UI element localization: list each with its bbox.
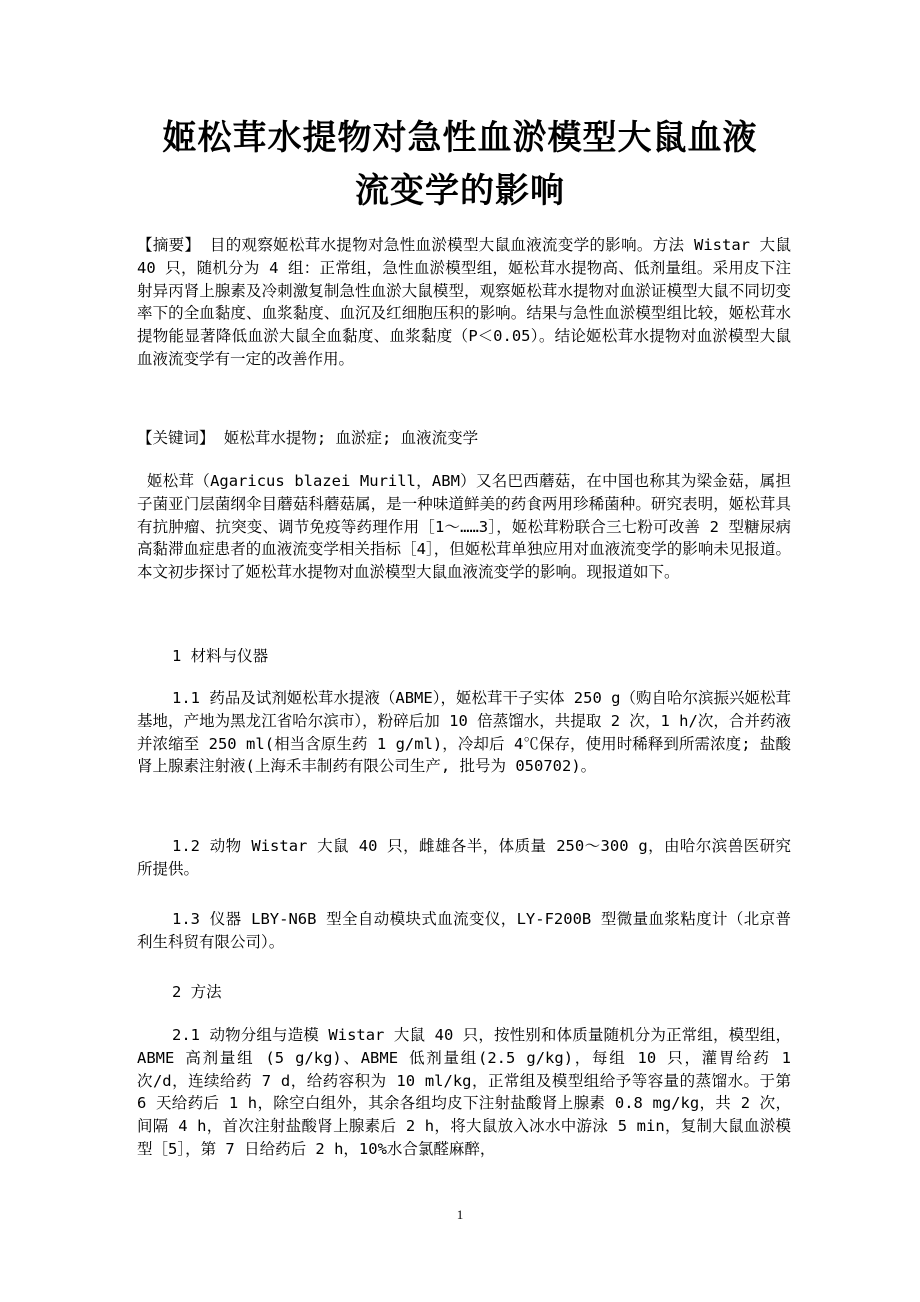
section-heading-methods: 2 方法 [172,983,222,1001]
keywords-text: 姬松茸水提物; 血淤症; 血液流变学 [214,429,479,447]
keywords-label: 【关键词】 [137,429,215,447]
title-line-2: 流变学的影响 [355,171,565,211]
paragraph-grouping-modeling: 2.1 动物分组与造模 Wistar 大鼠 40 只，按性别和体质量随机分为正常组，模型组，ABME 高剂量组 (5 g/kg)、ABME 低剂量组(2.5 g/kg)，每组 10 只，灌胃给药 1 次/d，连续给药 7 d，给药容积为 10 ml/kg，正常组及模型组给予等容量的蒸馏水。于第 6 天给药后 1 h，除空白组外，其余各组均皮下注射盐酸肾上腺素 0.8 mg/kg，共 2 次，间隔 4 h，首次注射盐酸肾上腺素后 2 h，将大鼠放入冰水中游泳 5 min，复制大鼠血淤模型［5］，第 7 日给药后 2 h，10%水合氯醛麻醉， [137,1026,791,1158]
abstract-label: 【摘要】 [137,236,201,254]
page-number: 1 [456,1207,464,1222]
intro-paragraph: 姬松茸（Agaricus blazei Murill，ABM）又名巴西蘑菇，在中国也称其为梁金菇，属担子菌亚门层菌纲伞目蘑菇科蘑菇属，是一种味道鲜美的药食两用珍稀菌种。研究表明，姬松茸具有抗肿瘤、抗突变、调节免疫等药理作用［1～……3］，姬松茸粉联合三七粉可改善 2 型糖尿病高黏滞血症患者的血液流变学相关指标［4］，但姬松茸单独应用对血液流变学的影响未见报道。本文初步探讨了姬松茸水提物对血淤模型大鼠血液流变学的影响。现报道如下。 [137,472,791,582]
section-heading-materials: 1 材料与仪器 [172,647,269,665]
paragraph-animals: 1.2 动物 Wistar 大鼠 40 只，雌雄各半，体质量 250～300 g，由哈尔滨兽医研究所提供。 [137,837,791,878]
paper-title [120,112,800,218]
paragraph-drugs-reagents: 1.1 药品及试剂姬松茸水提液（ABME），姬松茸干子实体 250 g（购自哈尔滨振兴姬松茸基地，产地为黑龙江省哈尔滨市），粉碎后加 10 倍蒸馏水，共提取 2 次，1 h/次，合并药液并浓缩至 250 ml(相当含原生药 1 g/ml)，冷却后 4℃保存，使用时稀释到所需浓度; 盐酸肾上腺素注射液(上海禾丰制药有限公司生产, 批号为 050702)。 [137,689,791,776]
paragraph-instruments: 1.3 仪器 LBY-N6B 型全自动模块式血流变仪，LY-F200B 型微量血浆粘度计（北京普利生科贸有限公司）。 [137,910,791,951]
abstract-text: 目的观察姬松茸水提物对急性血淤模型大鼠血液流变学的影响。方法 Wistar 大鼠 40 只，随机分为 4 组：正常组，急性血淤模型组，姬松茸水提物高、低剂量组。采用皮下注射异丙肾上腺素及冷刺激复制急性血淤大鼠模型，观察姬松茸水提物对血淤证模型大鼠不同切变率下的全血黏度、血浆黏度、血沉及红细胞压积的影响。结果与急性血淤模型组比较，姬松茸水提物能显著降低血淤大鼠全血黏度、血浆黏度（P＜0.05）。结论姬松茸水提物对血淤模型大鼠血液流变学有一定的改善作用。 [137,236,791,368]
keywords-paragraph [137,427,791,450]
abstract-paragraph [137,234,791,371]
title-line-1: 姬松茸水提物对急性血淤模型大鼠血液 [162,118,758,158]
